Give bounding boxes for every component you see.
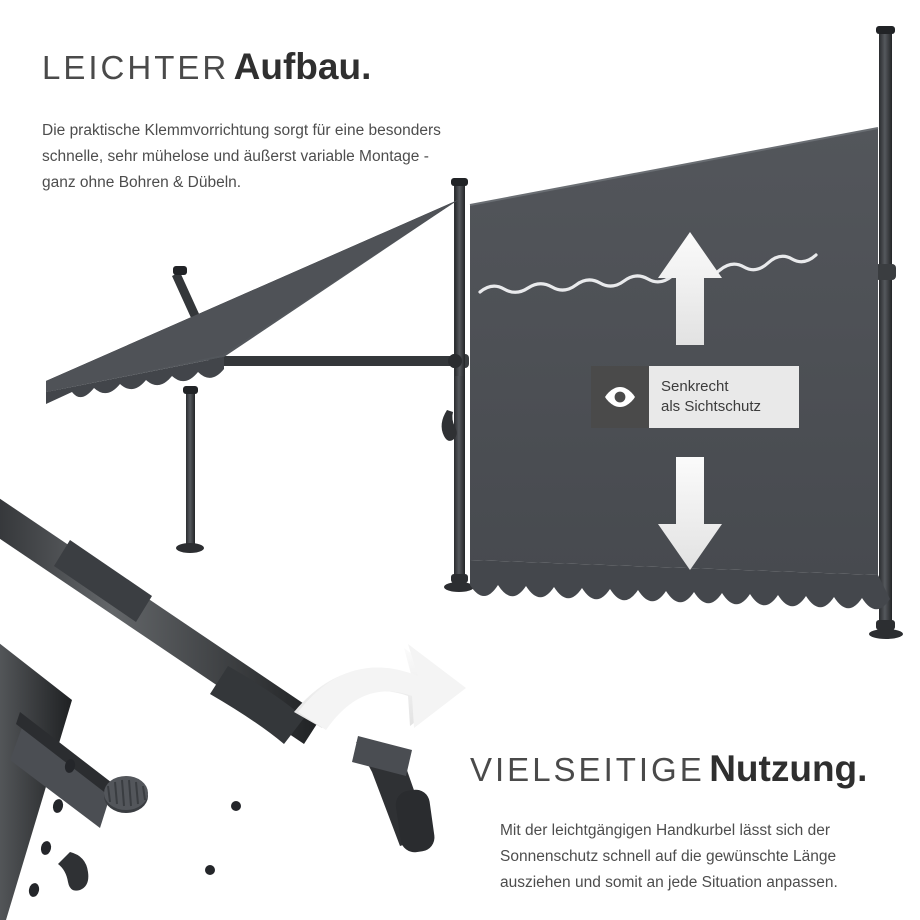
arrow-curved-icon [290, 644, 466, 790]
headline-top-light: LEICHTER [42, 49, 230, 86]
badge-line-1: Senkrecht [661, 378, 729, 395]
badge-line-2: als Sichtschutz [661, 398, 762, 415]
page-title-top [42, 46, 371, 88]
headline-top-bold: Aufbau. [233, 46, 372, 87]
body-copy-top: Die praktische Klemmvorrichtung sorgt für eine besonders schnelle, sehr mühelose und äußerst variable Montage - ganz ohne Bohren & Dübeln. [42, 122, 441, 191]
crank-pole-detail [0, 492, 322, 920]
status-badge [591, 366, 799, 428]
badge-text [649, 377, 761, 417]
headline-bottom-light: VIELSEITIGE [470, 751, 705, 788]
headline-bottom-bold: Nutzung. [709, 748, 868, 789]
eye-icon [591, 366, 649, 428]
awning-left-fabric [42, 200, 460, 404]
page-title-bottom [470, 748, 867, 790]
eye-icon-glyph [603, 386, 637, 408]
body-copy-bottom: Mit der leichtgängigen Handkurbel lässt sich der Sonnenschutz schnell auf die gewünschte Länge ausziehen und somit an jede Situation anpassen. [500, 822, 838, 891]
